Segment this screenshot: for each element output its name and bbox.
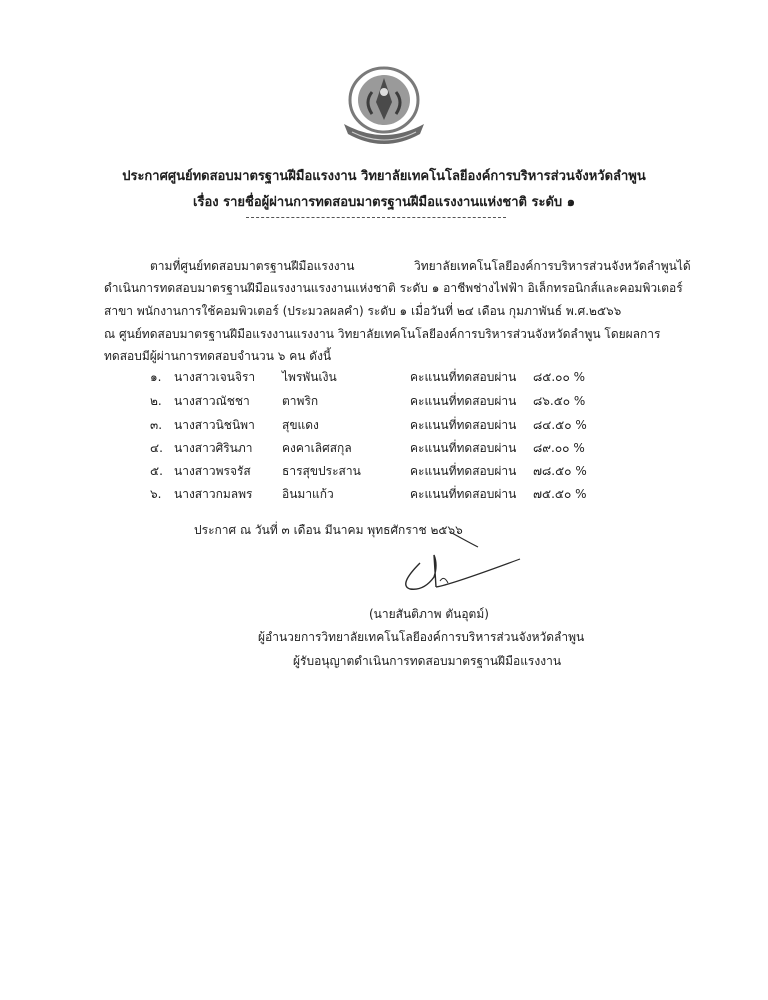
signatory-position: ผู้อำนวยการวิทยาลัยเทคโนโลยีองค์การบริหารส่วนจังหวัดลำพูน [258,630,585,644]
item-number: ๔. [150,441,163,455]
candidate-first-name: นางสาวศิรินภา [174,441,253,455]
announcement-date: ประกาศ ณ วันที่ ๓ เดือน มีนาคม พุทธศักราช ๒๕๖๖ [194,523,463,537]
score-value: ๘๔.๕๐ % [533,418,587,432]
score-value: ๘๕.๐๐ % [533,370,586,384]
candidate-last-name: ไพรพันเงิน [282,370,337,384]
paragraph-line-1b: วิทยาลัยเทคโนโลยีองค์การบริหารส่วนจังหวัดลำพูนได้ [414,259,691,273]
paragraph-line-4: ณ ศูนย์ทดสอบมาตรฐานฝีมือแรงงานแรงงาน วิทยาลัยเทคโนโลยีองค์การบริหารส่วนจังหวัดลำพูน โดยผลการ [104,327,661,341]
score-value: ๘๖.๕๐ % [533,394,586,408]
candidate-last-name: ตาพริก [282,394,319,408]
candidate-first-name: นางสาวนิชนิพา [174,418,255,432]
list-item [150,462,600,482]
list-item [150,368,600,388]
announcement-subject: เรื่อง รายชื่อผู้ผ่านการทดสอบมาตรฐานฝีมือแรงงานแห่งชาติ ระดับ ๑ [193,195,575,210]
score-value: ๗๘.๕๐ % [533,464,587,478]
candidate-last-name: คงคาเลิศสกุล [282,441,352,455]
candidate-first-name: นางสาวเจนจิรา [174,370,256,384]
paragraph-line-5: ทดสอบมีผู้ผ่านการทดสอบจำนวน ๖ คน ดังนี้ [104,349,332,363]
list-item [150,392,600,412]
item-number: ๓. [150,418,163,432]
item-number: ๖. [150,487,162,501]
candidate-first-name: นางสาวณัชชา [174,394,250,408]
score-label: คะแนนที่ทดสอบผ่าน [410,370,517,384]
score-label: คะแนนที่ทดสอบผ่าน [410,464,517,478]
handwritten-signature [390,525,530,615]
item-number: ๕. [150,464,163,478]
college-emblem-logo [334,62,434,152]
item-number: ๒. [150,394,162,408]
score-value: ๗๕.๕๐ % [533,487,587,501]
signatory-authority: ผู้รับอนุญาตดำเนินการทดสอบมาตรฐานฝีมือแรงงาน [293,654,562,668]
list-item [150,485,600,505]
score-label: คะแนนที่ทดสอบผ่าน [410,441,517,455]
score-value: ๘๙.๐๐ % [533,441,585,455]
candidate-first-name: นางสาวพรจรัส [174,464,251,478]
candidate-last-name: ธารสุขประสาน [282,464,361,478]
item-number: ๑. [150,370,162,384]
candidate-first-name: นางสาวกมลพร [174,487,253,501]
candidate-last-name: สุขแดง [282,418,319,432]
title-divider [246,217,506,218]
paragraph-line-1a: ตามที่ศูนย์ทดสอบมาตรฐานฝีมือแรงงาน [150,259,355,273]
score-label: คะแนนที่ทดสอบผ่าน [410,418,517,432]
list-item [150,416,600,436]
score-label: คะแนนที่ทดสอบผ่าน [410,394,517,408]
candidate-last-name: อินมาแก้ว [282,487,334,501]
signatory-name: (นายสันติภาพ ตันอุตม์) [369,607,489,621]
paragraph-line-2: ดำเนินการทดสอบมาตรฐานฝีมือแรงงานแรงงานแห่งชาติ ระดับ ๑ อาชีพช่างไฟฟ้า อิเล็กทรอนิกส์และคอมพิวเตอร์ [104,281,683,295]
announcement-title: ประกาศศูนย์ทดสอบมาตรฐานฝีมือแรงงาน วิทยาลัยเทคโนโลยีองค์การบริหารส่วนจังหวัดลำพูน [122,169,646,184]
score-label: คะแนนที่ทดสอบผ่าน [410,487,517,501]
list-item [150,439,600,459]
paragraph-line-3: สาขา พนักงานการใช้คอมพิวเตอร์ (ประมวลผลคำ) ระดับ ๑ เมื่อวันที่ ๒๔ เดือน กุมภาพันธ์ พ.ศ.๒๕๖๖ [104,304,622,318]
